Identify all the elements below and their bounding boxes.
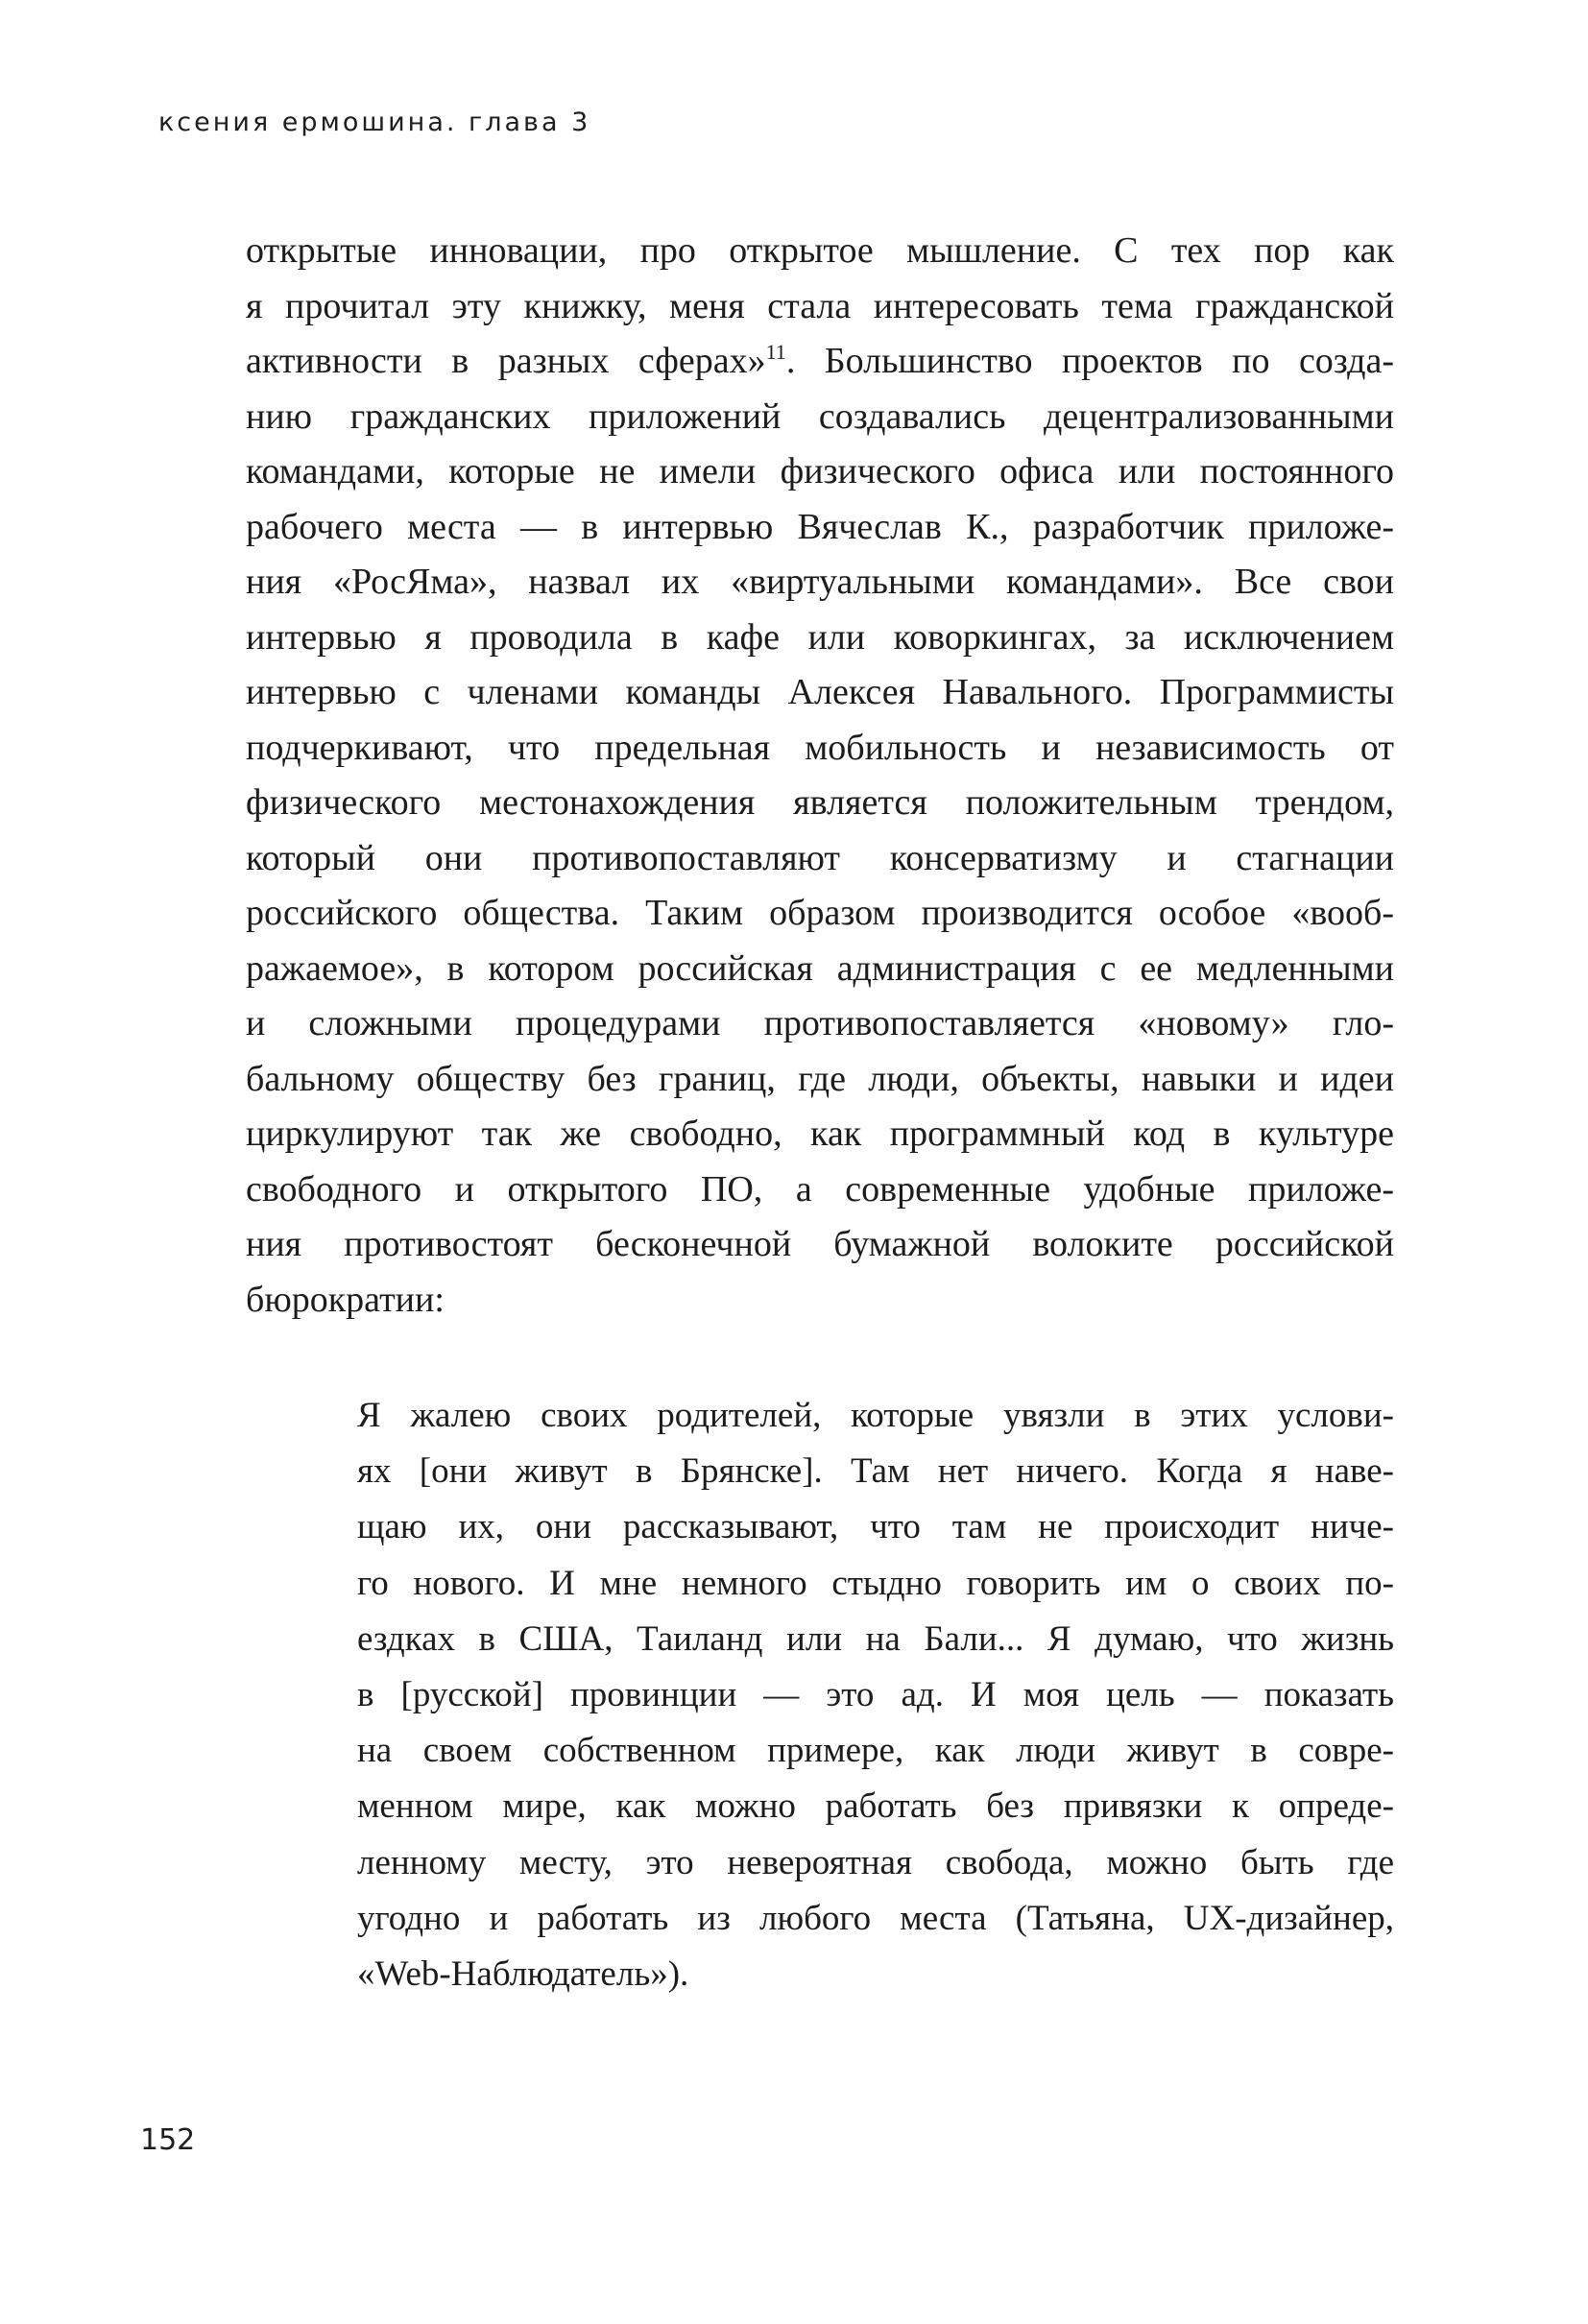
paragraph-line: ния противостоят бесконечной бумажной волоките российской (246, 1224, 1394, 1264)
paragraph-line: интервью с членами команды Алексея Навального. Программисты (246, 672, 1394, 712)
paragraph-line: подчеркивают, что предельная мобильность и независимость от (246, 727, 1394, 768)
page-number: 152 (140, 2123, 196, 2157)
quote-line: щаю их, они рассказывают, что там не происходит ниче- (357, 1507, 1394, 1547)
quote-line: ях [они живут в Брянске]. Там нет ничего. Когда я наве- (357, 1451, 1394, 1492)
paragraph-line: рабочего места — в интервью Вячеслав К., разработчик приложе- (246, 506, 1394, 547)
quote-line: угодно и работать из любого места (Татьяна, UX-дизайнер, (357, 1898, 1394, 1938)
quote-line: в [русской] провинции — это ад. И моя цель — показать (357, 1674, 1394, 1714)
paragraph-line-end: . Большинство проектов по созда- (785, 341, 1394, 381)
paragraph-line: циркулируют так же свободно, как программный код в культуре (246, 1114, 1394, 1154)
main-paragraph (246, 224, 1394, 1328)
footnote-reference[interactable]: 11 (765, 340, 786, 364)
paragraph-line: российского общества. Таким образом производится особое «вооб- (246, 893, 1394, 933)
quote-line: го нового. И мне немного стыдно говорить им о своих по- (357, 1563, 1394, 1603)
quote-line: Я жалею своих родителей, которые увязли в этих услови- (357, 1396, 1394, 1435)
paragraph-line: я прочитал эту книжку, меня стала интересовать тема гражданской (246, 285, 1394, 326)
running-head: ксения ермошина. глава 3 (158, 108, 591, 137)
quote-line: «Web-Наблюдатель»). (357, 1953, 689, 1994)
paragraph-line: бюрократии: (246, 1279, 445, 1320)
paragraph-line: физического местонахождения является положительным трендом, (246, 782, 1394, 823)
paragraph-line: свободного и открытого ПО, а современные удобные приложе- (246, 1168, 1394, 1210)
quote-line: на своем собственном примере, как люди живут в совре- (357, 1731, 1394, 1771)
paragraph-line: который они противопоставляют консерватизму и стагнации (246, 837, 1394, 878)
quote-line: менном мире, как можно работать без привязки к опреде- (357, 1786, 1394, 1827)
paragraph-line: бальному обществу без границ, где люди, объекты, навыки и идеи (246, 1058, 1394, 1099)
paragraph-line-start: активности в разных сферах» (246, 341, 766, 381)
paragraph-line: ражаемое», в котором российская администрация с ее медленными (246, 947, 1394, 989)
quote-line: ездках в США, Таиланд или на Бали... Я думаю, что жизнь (357, 1618, 1394, 1659)
quote-line: ленному месту, это невероятная свобода, можно быть где (357, 1842, 1394, 1882)
paragraph-line-with-footnote (246, 334, 1394, 390)
paragraph-line: и сложными процедурами противопоставляется «новому» гло- (246, 1003, 1394, 1043)
paragraph-line: интервью я проводила в кафе или коворкингах, за исключением (246, 616, 1394, 658)
paragraph-line: открытые инновации, про открытое мышление. С тех пор как (246, 230, 1394, 271)
paragraph-line: нию гражданских приложений создавались децентрализованными (246, 395, 1394, 437)
paragraph-line: ния «РосЯма», назвал их «виртуальными командами». Все свои (246, 562, 1394, 602)
paragraph-line: командами, которые не имели физического офиса или постоянного (246, 451, 1394, 491)
block-quote (357, 1388, 1394, 2002)
